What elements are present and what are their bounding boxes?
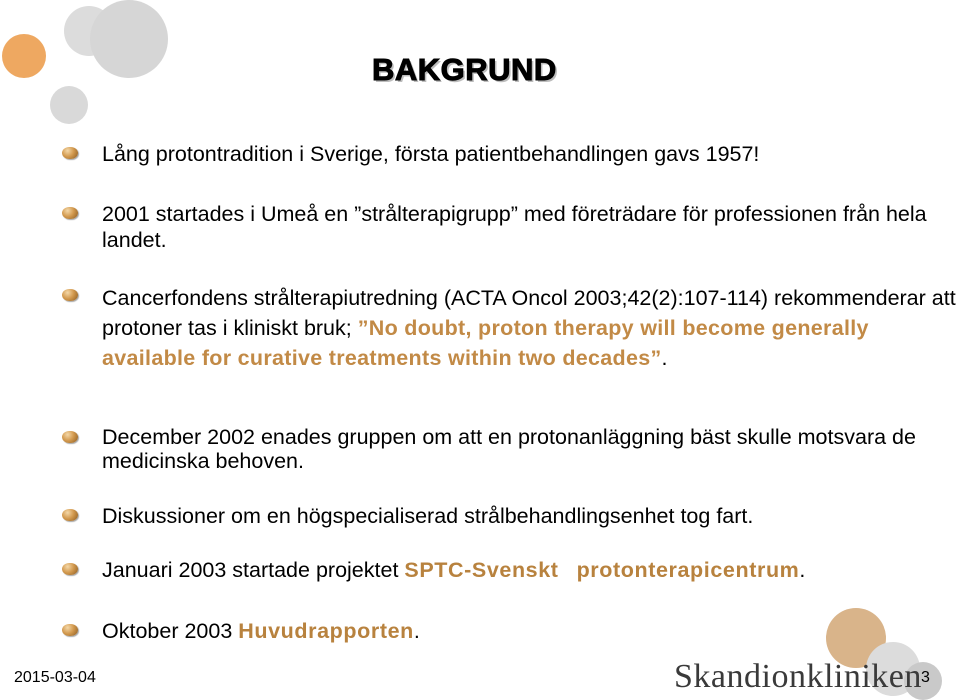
bullet-text-end: . [413, 619, 420, 643]
bullet-icon [62, 431, 78, 443]
skandionkliniken-logo: Skandionkliniken [674, 658, 922, 695]
quote-text: ”No doubt, proton therapy will become generally available for curative treatments within two decades” [102, 316, 869, 370]
page-number: 3 [921, 669, 930, 686]
bullet-text: Oktober 2003 [102, 619, 239, 643]
bullet-text-end: . [661, 346, 668, 370]
bullet-icon [62, 147, 78, 159]
bullet-item [102, 425, 960, 473]
bullet-item [102, 557, 960, 583]
project-name-highlight: protonterapicentrum [576, 558, 800, 582]
bullet-text: 2001 startades i Umeå en ”strålterapigrupp” med företrädare för professionen från hela landet. [102, 202, 927, 252]
bullet-text: Januari 2003 startade projektet [102, 558, 405, 582]
footer-date: 2015-03-04 [14, 669, 96, 686]
bullet-icon [62, 207, 78, 219]
slide-title: BAKGRUND [372, 52, 557, 87]
bullet-text-end: . [799, 558, 806, 582]
bullet-item [102, 201, 960, 253]
project-name-highlight: SPTC-Svenskt [404, 558, 559, 582]
bullet-text: Diskussioner om en högspecialiserad strålbehandlingsenhet tog fart. [102, 504, 754, 528]
bullet-icon [62, 624, 78, 636]
bullet-text: Lång protontradition i Sverige, första patientbehandlingen gavs 1957! [102, 142, 760, 166]
report-name-highlight: Huvudrapporten [238, 619, 414, 643]
bullet-item [102, 141, 960, 167]
bullet-text: December 2002 enades gruppen om att en protonanläggning bäst skulle motsvara de medicinska behoven. [102, 425, 916, 473]
bullet-icon [62, 563, 78, 575]
bullet-item [102, 503, 960, 529]
bullet-icon [62, 289, 78, 301]
bullet-item [102, 283, 960, 373]
bullet-text: Cancerfondens strålterapiutredning (ACTA Oncol 2003;42(2):107-114) rekommenderar att protoner tas i kliniskt bruk; [102, 286, 956, 340]
bullet-icon [62, 509, 78, 521]
bullet-item [102, 618, 960, 644]
